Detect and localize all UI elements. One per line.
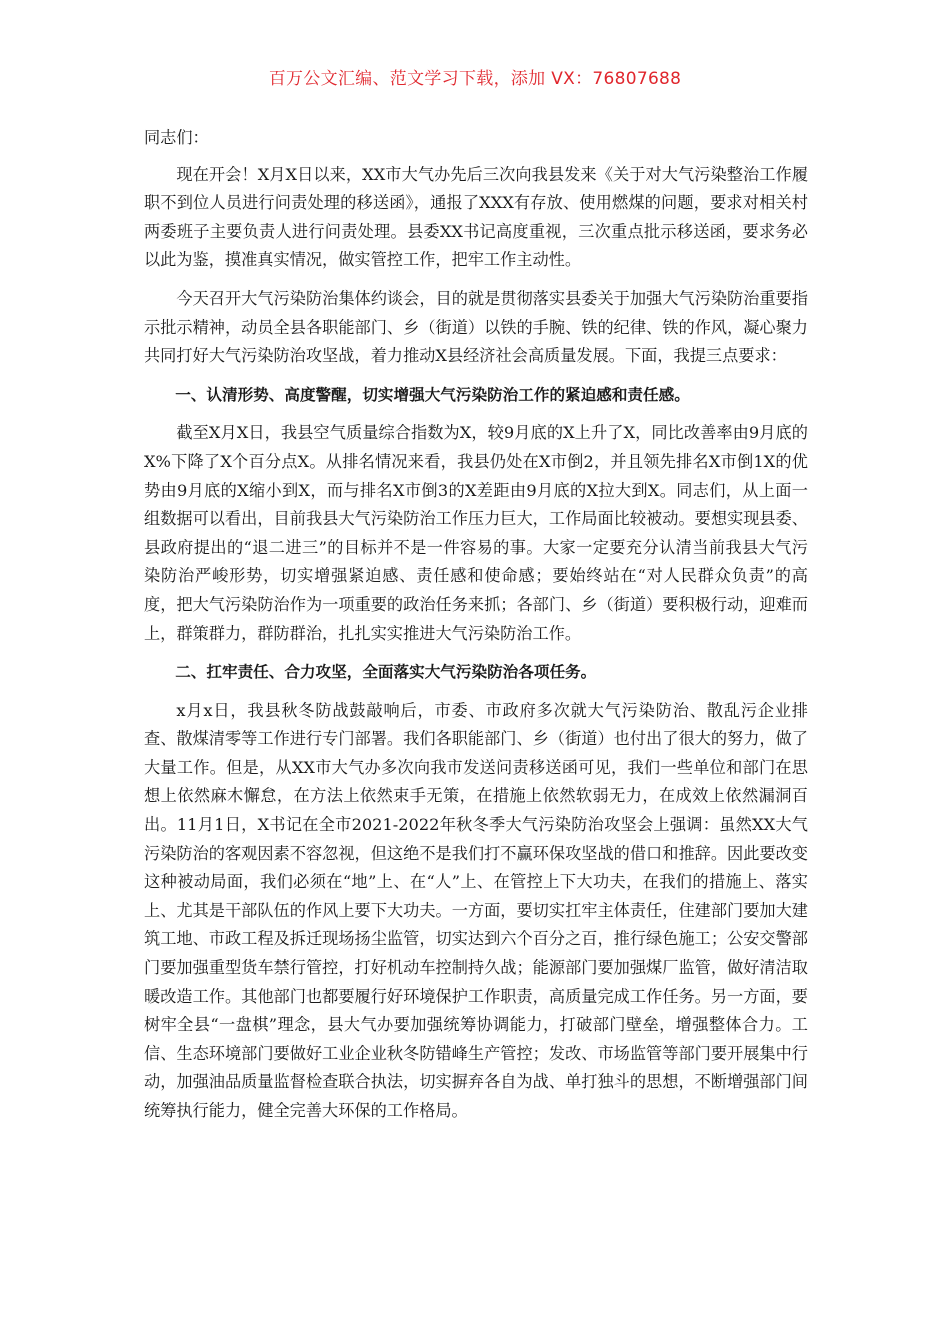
section-heading-2: 二、扛牢责任、合力攻坚，全面落实大气污染防治各项任务。 bbox=[175, 663, 597, 682]
section-heading-1: 一、认清形势、高度警醒，切实增强大气污染防治工作的紧迫感和责任感。 bbox=[175, 385, 690, 404]
salutation: 同志们： bbox=[144, 128, 209, 147]
paragraph-purpose: 今天召开大气污染防治集体约谈会，目的就是贯彻落实县委关于加强大气污染防治重要指示批示精神，动员全县各职能部门、乡（街道）以铁的手腕、铁的纪律、铁的作风，凝心聚力共同打好大气污染防治攻坚战，着力推动X县经济社会高质量发展。下面，我提三点要求： bbox=[144, 288, 808, 366]
document-body bbox=[144, 124, 808, 1136]
watermark-header: 百万公文汇编、范文学习下载，添加 VX：76807688 bbox=[268, 69, 682, 89]
section-2-paragraph: x月x日，我县秋冬防战鼓敲响后，市委、市政府多次就大气污染防治、散乱污企业排查、散煤清零等工作进行专门部署。我们各职能部门、乡（街道）也付出了很大的努力，做了大量工作。但是，从XX市大气办多次向我市发送问责移送函可见，我们一些单位和部门在思想上依然麻木懈怠，在方法上依然束手无策，在措施上依然软弱无力，在成效上依然漏洞百出。11月1日，X书记在全市2021-2022年秋冬季大气污染防治攻坚会上强调：虽然XX大气污染防治的客观因素不容忽视，但这绝不是我们打不赢环保攻坚战的借口和推辞。因此要改变这种被动局面，我们必须在“地”上、在“人”上、在管控上下大功夫，在我们的措施上、落实上、尤其是干部队伍的作风上要下大功夫。一方面，要切实扛牢主体责任，住建部门要加大建筑工地、市政工程及拆迁现场扬尘监管，切实达到六个百分之百，推行绿色施工；公安交警部门要加强重型货车禁行管控，打好机动车控制持久战；能源部门要加强煤厂监管，做好清洁取暖改造工作。其他部门也都要履行好环境保护工作职责，高质量完成工作任务。另一方面，要树牢全县“一盘棋”理念，县大气办要加强统筹协调能力，打破部门壁垒，增强整体合力。工信、生态环境部门要做好工业企业秋冬防错峰生产管控；发改、市场监管等部门要开展集中行动，加强油品质量监督检查联合执法，切实摒弃各自为战、单打独斗的思想，不断增强部门间统筹执行能力，健全完善大环保的工作格局。 bbox=[144, 700, 808, 1120]
section-1-paragraph: 截至X月X日，我县空气质量综合指数为X，较9月底的X上升了X，同比改善率由9月底的X%下降了X个百分点X。从排名情况来看，我县仍处在X市倒2，并且领先排名X市倒1X的优势由9月底的X缩小到X，而与排名X市倒3的X差距由9月底的X拉大到X。同志们，从上面一组数据可以看出，目前我县大气污染防治工作压力巨大，工作局面比较被动。要想实现县委、县政府提出的“退二进三”的目标并不是一件容易的事。大家一定要充分认清当前我县大气污染防治严峻形势，切实增强紧迫感、责任感和使命感；要始终站在“对人民群众负责”的高度，把大气污染防治作为一项重要的政治任务来抓；各部门、乡（街道）要积极行动，迎难而上，群策群力，群防群治，扎扎实实推进大气污染防治工作。 bbox=[144, 423, 808, 643]
paragraph-opening: 现在开会！X月X日以来，XX市大气办先后三次向我县发来《关于对大气污染整治工作履职不到位人员进行问责处理的移送函》，通报了XXX有存放、使用燃煤的问题，要求对相关村两委班子主要负责人进行问责处理。县委XX书记高度重视，三次重点批示移送函，要求务必以此为鉴，摸准真实情况，做实管控工作，把牢工作主动性。 bbox=[144, 164, 808, 270]
